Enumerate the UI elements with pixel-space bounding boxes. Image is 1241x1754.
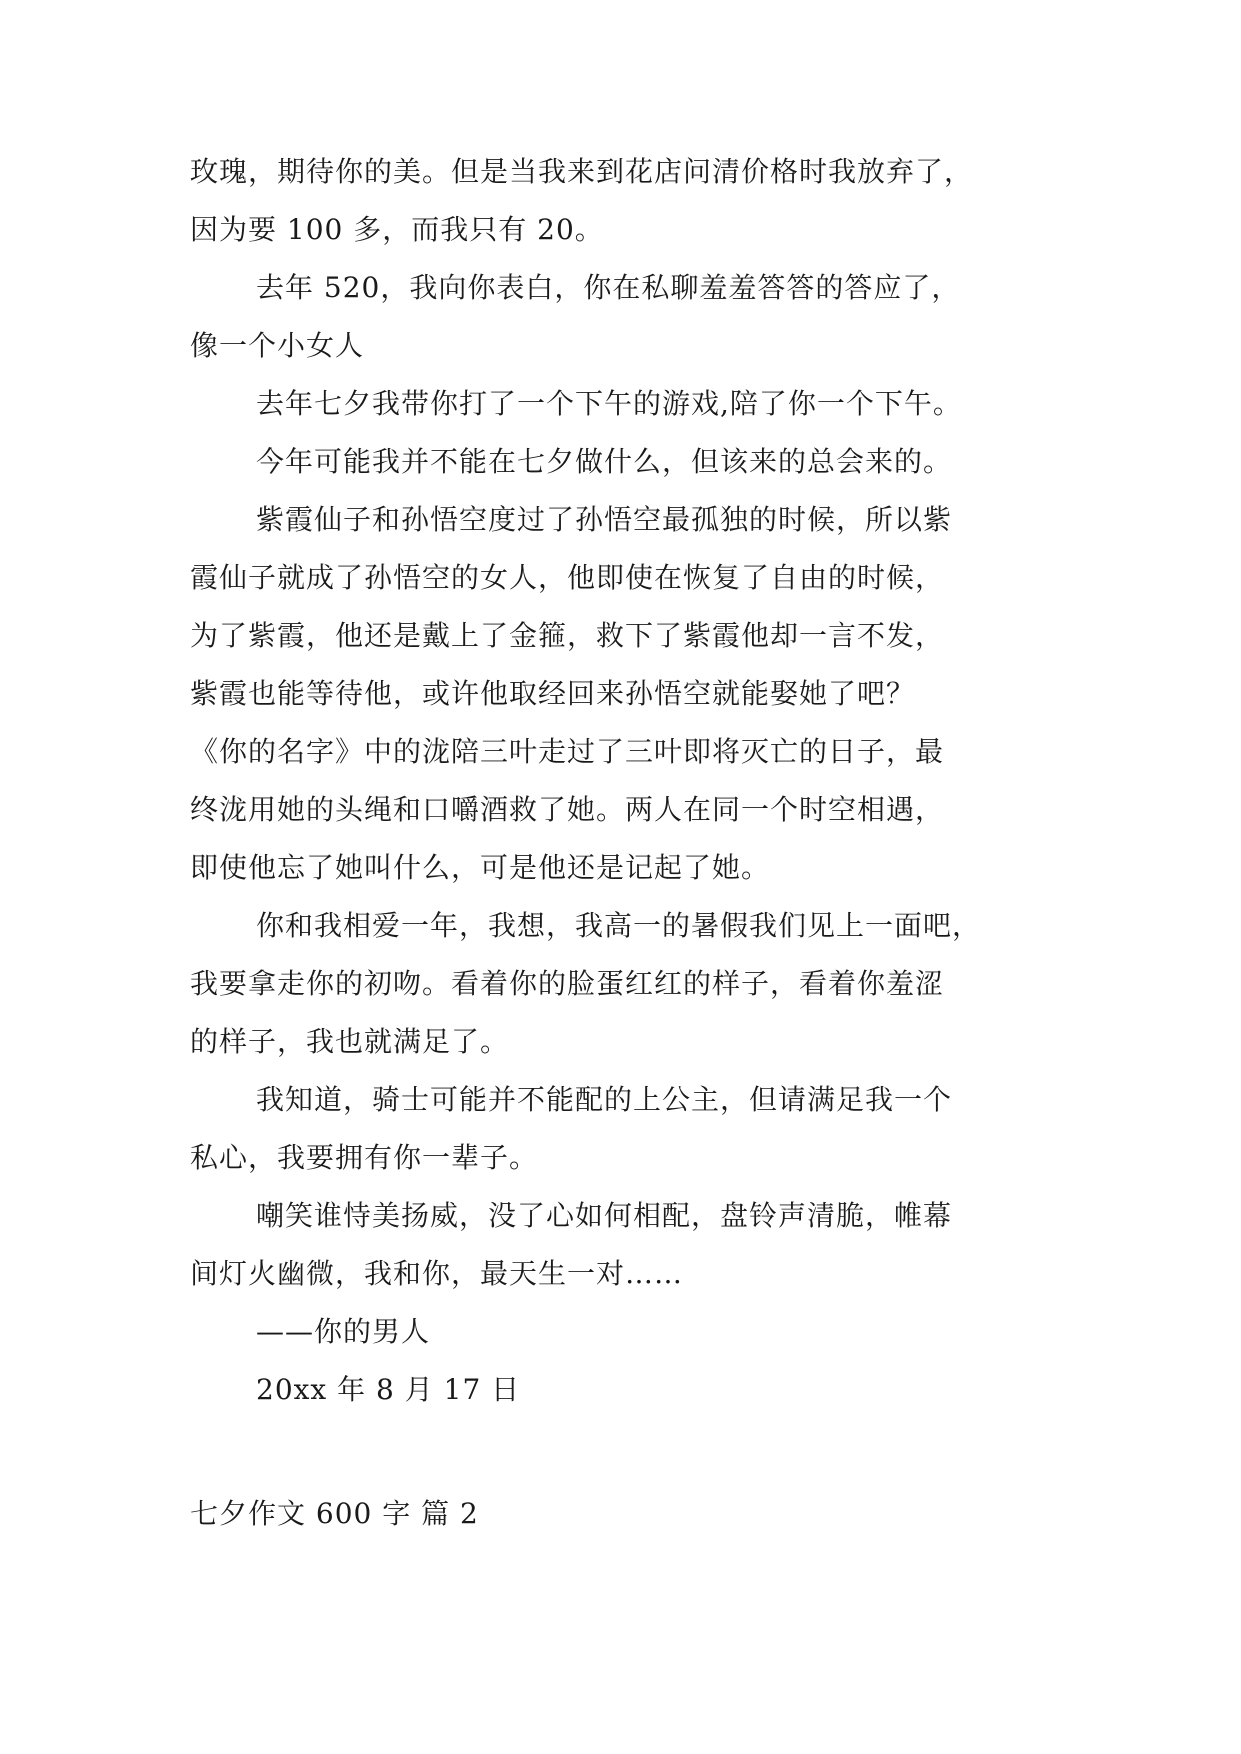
paragraph-start: 紫霞仙子和孙悟空度过了孙悟空最孤独的时候，所以紫: [256, 503, 953, 536]
text-line: 像一个小女人: [190, 329, 365, 362]
section-heading: 七夕作文 600 字 篇 2: [190, 1497, 479, 1530]
text-line: 为了紫霞，他还是戴上了金箍，救下了紫霞他却一言不发，: [190, 619, 945, 652]
paragraph-start: 去年七夕我带你打了一个下午的游戏,陪了你一个下午。: [256, 387, 962, 420]
date-line: 20xx 年 8 月 17 日: [256, 1373, 521, 1406]
text-line: 紫霞也能等待他，或许他取经回来孙悟空就能娶她了吧？: [190, 677, 916, 710]
text-line: 因为要 100 多，而我只有 20。: [190, 213, 604, 246]
paragraph-start: 我知道，骑士可能并不能配的上公主，但请满足我一个: [256, 1083, 953, 1116]
text-line: 间灯火幽微，我和你，最天生一对……: [190, 1257, 684, 1290]
paragraph-start: 你和我相爱一年，我想，我高一的暑假我们见上一面吧，: [256, 909, 982, 942]
text-line: 霞仙子就成了孙悟空的女人，他即使在恢复了自由的时候，: [190, 561, 945, 594]
text-line: 即使他忘了她叫什么，可是他还是记起了她。: [190, 851, 771, 884]
text-line: 私心，我要拥有你一辈子。: [190, 1141, 539, 1174]
signature-line: ——你的男人: [256, 1315, 431, 1348]
text-line: 的样子，我也就满足了。: [190, 1025, 510, 1058]
paragraph-start: 嘲笑谁恃美扬威，没了心如何相配，盘铃声清脆，帷幕: [256, 1199, 953, 1232]
text-line: 终泷用她的头绳和口嚼酒救了她。两人在同一个时空相遇，: [190, 793, 945, 826]
paragraph-start: 今年可能我并不能在七夕做什么，但该来的总会来的。: [256, 445, 953, 478]
text-line: 玫瑰，期待你的美。但是当我来到花店问清价格时我放弃了，: [190, 155, 974, 188]
text-line: 《你的名字》中的泷陪三叶走过了三叶即将灭亡的日子，最: [190, 735, 945, 768]
paragraph-start: 去年 520，我向你表白，你在私聊羞羞答答的答应了，: [256, 271, 961, 304]
text-line: 我要拿走你的初吻。看着你的脸蛋红红的样子，看着你羞涩: [190, 967, 945, 1000]
